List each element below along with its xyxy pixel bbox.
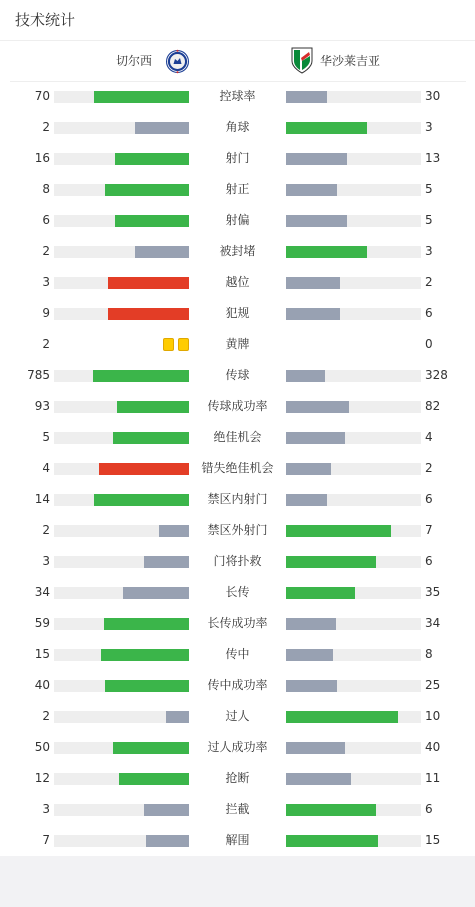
away-stat-bar xyxy=(286,401,421,413)
stat-label: 禁区内射门 xyxy=(207,492,268,506)
away-stat-bar-fill xyxy=(286,742,345,754)
home-stat-bar-fill xyxy=(113,432,189,444)
away-stat-bar xyxy=(286,680,421,692)
stat-row xyxy=(0,484,475,515)
chelsea-crest-icon xyxy=(165,49,190,74)
home-stat-bar xyxy=(54,742,189,754)
stat-row xyxy=(0,608,475,639)
stat-row xyxy=(0,143,475,174)
away-stat-bar xyxy=(286,184,421,196)
away-stat-bar-fill xyxy=(286,91,327,103)
home-stat-bar xyxy=(54,215,189,227)
away-stat-bar-fill xyxy=(286,618,336,630)
home-stat-value: 2 xyxy=(42,244,50,258)
away-stat-bar xyxy=(286,804,421,816)
away-stat-value: 10 xyxy=(425,709,441,723)
away-stat-value: 6 xyxy=(425,802,433,816)
stat-label: 传中成功率 xyxy=(207,678,268,692)
stat-label: 解围 xyxy=(225,833,250,847)
away-stat-bar-fill xyxy=(286,835,378,847)
home-stat-bar xyxy=(54,680,189,692)
away-stat-bar xyxy=(286,711,421,723)
home-stat-bar xyxy=(54,91,189,103)
away-stat-bar-fill xyxy=(286,122,367,134)
away-stat-value: 6 xyxy=(425,492,433,506)
home-stat-value: 15 xyxy=(34,647,50,661)
stat-label: 长传成功率 xyxy=(207,616,268,630)
home-stat-bar-fill xyxy=(99,463,189,475)
stat-label: 禁区外射门 xyxy=(207,523,268,537)
home-stat-bar xyxy=(54,122,189,134)
home-yellow-cards xyxy=(163,338,190,351)
away-stat-bar xyxy=(286,556,421,568)
away-stat-bar-fill xyxy=(286,401,349,413)
home-stat-bar-fill xyxy=(93,370,189,382)
away-stat-bar-fill xyxy=(286,556,376,568)
home-stat-bar xyxy=(54,308,189,320)
home-stat-bar-fill xyxy=(144,804,189,816)
home-stat-bar xyxy=(54,153,189,165)
home-stat-value: 16 xyxy=(34,151,50,165)
away-stat-value: 6 xyxy=(425,306,433,320)
home-stat-bar xyxy=(54,494,189,506)
away-stat-value: 13 xyxy=(425,151,441,165)
stat-label: 射偏 xyxy=(225,213,250,227)
away-stat-value: 3 xyxy=(425,120,433,134)
stat-row xyxy=(0,422,475,453)
home-stat-bar-fill xyxy=(115,215,189,227)
stat-row xyxy=(0,360,475,391)
home-stat-bar-fill xyxy=(115,153,189,165)
stat-label: 抢断 xyxy=(225,771,250,785)
stat-label: 传中 xyxy=(225,647,250,661)
home-stat-bar-fill xyxy=(104,618,189,630)
home-stat-value: 40 xyxy=(34,678,50,692)
away-stat-bar xyxy=(286,773,421,785)
home-stat-value: 34 xyxy=(34,585,50,599)
home-stat-bar-fill xyxy=(94,494,189,506)
stat-row xyxy=(0,732,475,763)
home-team-name: 切尔西 xyxy=(115,54,152,68)
home-stat-bar-fill xyxy=(146,835,189,847)
away-stat-value: 328 xyxy=(425,368,448,382)
away-stat-bar xyxy=(286,835,421,847)
home-stat-bar xyxy=(54,556,189,568)
team-header xyxy=(10,41,466,82)
home-stat-value: 3 xyxy=(42,554,50,568)
away-stat-bar-fill xyxy=(286,494,327,506)
home-stat-bar-fill xyxy=(108,277,189,289)
stat-row xyxy=(0,825,475,856)
stat-label: 门将扑救 xyxy=(213,554,262,568)
away-stat-bar-fill xyxy=(286,463,331,475)
home-stat-bar-fill xyxy=(144,556,189,568)
away-stat-bar-fill xyxy=(286,649,333,661)
home-stat-bar-fill xyxy=(105,184,189,196)
home-stat-bar xyxy=(54,401,189,413)
page-title: 技术统计 xyxy=(15,11,76,29)
away-stat-bar xyxy=(286,432,421,444)
home-stat-value: 70 xyxy=(34,89,50,103)
legia-warsaw-crest-icon xyxy=(291,47,313,74)
home-stat-value: 14 xyxy=(34,492,50,506)
home-stat-value: 3 xyxy=(42,275,50,289)
home-stat-bar-fill xyxy=(135,246,189,258)
home-stat-bar-fill xyxy=(113,742,189,754)
home-stat-bar-fill xyxy=(108,308,189,320)
home-stat-value: 9 xyxy=(42,306,50,320)
away-stat-bar-fill xyxy=(286,525,391,537)
stat-label: 控球率 xyxy=(219,89,256,103)
stat-label: 传球 xyxy=(225,368,250,382)
home-stat-bar-fill xyxy=(166,711,189,723)
away-stat-bar xyxy=(286,91,421,103)
home-stat-bar xyxy=(54,432,189,444)
home-stat-bar xyxy=(54,277,189,289)
yellow-card-icon xyxy=(163,338,174,351)
away-stat-value: 5 xyxy=(425,213,433,227)
away-stat-bar xyxy=(286,742,421,754)
away-stat-bar xyxy=(286,494,421,506)
home-stat-value: 5 xyxy=(42,430,50,444)
away-stat-bar-fill xyxy=(286,308,340,320)
home-stat-bar xyxy=(54,649,189,661)
away-stat-bar xyxy=(286,525,421,537)
away-stat-value: 11 xyxy=(425,771,441,785)
home-stat-value: 4 xyxy=(42,461,50,475)
home-stat-bar xyxy=(54,525,189,537)
home-stat-bar xyxy=(54,587,189,599)
away-stat-bar-fill xyxy=(286,711,398,723)
away-stat-bar xyxy=(286,153,421,165)
stat-label: 射门 xyxy=(225,151,250,165)
away-stat-value: 15 xyxy=(425,833,441,847)
home-stat-bar xyxy=(54,246,189,258)
away-stat-value: 0 xyxy=(425,337,433,351)
stat-row xyxy=(0,236,475,267)
away-stat-bar xyxy=(286,246,421,258)
away-stat-value: 40 xyxy=(425,740,441,754)
stat-row xyxy=(0,267,475,298)
home-stat-bar-fill xyxy=(94,91,189,103)
home-stat-bar-fill xyxy=(123,587,189,599)
home-stat-bar-fill xyxy=(117,401,189,413)
away-stat-bar xyxy=(286,618,421,630)
away-stat-bar-fill xyxy=(286,587,355,599)
away-stat-bar xyxy=(286,587,421,599)
home-stat-bar xyxy=(54,711,189,723)
away-stat-bar-fill xyxy=(286,773,351,785)
stat-row xyxy=(0,174,475,205)
away-stat-bar xyxy=(286,649,421,661)
stat-label: 越位 xyxy=(225,275,250,289)
home-stat-value: 6 xyxy=(42,213,50,227)
home-stat-bar xyxy=(54,804,189,816)
home-stat-bar-fill xyxy=(135,122,189,134)
home-stat-value: 12 xyxy=(34,771,50,785)
home-stat-value: 2 xyxy=(42,120,50,134)
away-stat-value: 4 xyxy=(425,430,433,444)
stat-row xyxy=(0,701,475,732)
away-stat-value: 34 xyxy=(425,616,441,630)
away-stat-value: 30 xyxy=(425,89,441,103)
stat-label: 传球成功率 xyxy=(207,399,268,413)
away-stat-bar xyxy=(286,370,421,382)
home-stat-bar xyxy=(54,184,189,196)
home-stat-bar xyxy=(54,773,189,785)
away-stat-bar-fill xyxy=(286,246,367,258)
away-stat-value: 3 xyxy=(425,244,433,258)
away-stat-bar-fill xyxy=(286,184,337,196)
stat-row xyxy=(0,794,475,825)
home-stat-value: 50 xyxy=(34,740,50,754)
away-stat-value: 35 xyxy=(425,585,441,599)
away-stat-value: 8 xyxy=(425,647,433,661)
home-stat-bar xyxy=(54,618,189,630)
stat-row xyxy=(0,391,475,422)
away-stat-bar xyxy=(286,463,421,475)
home-stat-bar-fill xyxy=(101,649,189,661)
stat-label: 角球 xyxy=(225,120,250,134)
stat-label: 绝佳机会 xyxy=(213,430,262,444)
home-stat-bar-fill xyxy=(119,773,189,785)
stat-label: 过人成功率 xyxy=(207,740,268,754)
stat-row xyxy=(0,298,475,329)
away-stat-bar-fill xyxy=(286,432,345,444)
stat-label: 过人 xyxy=(225,709,250,723)
away-stat-value: 5 xyxy=(425,182,433,196)
stat-row xyxy=(0,81,475,112)
home-stat-value: 93 xyxy=(34,399,50,413)
away-stat-value: 25 xyxy=(425,678,441,692)
stat-row xyxy=(0,546,475,577)
stat-label: 拦截 xyxy=(225,802,250,816)
home-stat-bar xyxy=(54,370,189,382)
away-stat-value: 7 xyxy=(425,523,433,537)
stat-row xyxy=(0,577,475,608)
away-stat-bar-fill xyxy=(286,370,325,382)
stat-row xyxy=(0,670,475,701)
stat-row xyxy=(0,453,475,484)
away-stat-value: 2 xyxy=(425,461,433,475)
away-stat-bar-fill xyxy=(286,215,347,227)
stat-row xyxy=(0,205,475,236)
away-stat-bar xyxy=(286,122,421,134)
home-stat-bar-fill xyxy=(159,525,189,537)
away-stat-bar xyxy=(286,308,421,320)
home-stat-value: 8 xyxy=(42,182,50,196)
stat-row xyxy=(0,515,475,546)
home-stat-bar xyxy=(54,835,189,847)
home-stat-value: 2 xyxy=(42,337,50,351)
away-stat-value: 2 xyxy=(425,275,433,289)
home-stat-value: 7 xyxy=(42,833,50,847)
home-stat-value: 59 xyxy=(34,616,50,630)
home-stat-value: 785 xyxy=(27,368,50,382)
stat-row xyxy=(0,763,475,794)
stat-label: 黄牌 xyxy=(225,337,250,351)
home-stat-bar xyxy=(54,463,189,475)
stat-row xyxy=(0,639,475,670)
away-stat-bar-fill xyxy=(286,153,347,165)
away-stat-bar xyxy=(286,215,421,227)
away-stat-bar-fill xyxy=(286,277,340,289)
stat-label: 错失绝佳机会 xyxy=(201,461,274,475)
away-stat-value: 6 xyxy=(425,554,433,568)
away-stat-bar-fill xyxy=(286,680,337,692)
away-team-name: 华沙莱吉亚 xyxy=(320,54,381,68)
stat-label: 被封堵 xyxy=(219,244,256,258)
stat-label: 长传 xyxy=(225,585,250,599)
away-stat-bar xyxy=(286,277,421,289)
away-stat-bar-fill xyxy=(286,804,376,816)
stat-label: 射正 xyxy=(225,182,250,196)
stat-row xyxy=(0,329,475,360)
home-stat-value: 3 xyxy=(42,802,50,816)
stat-label: 犯规 xyxy=(225,306,250,320)
away-stat-value: 82 xyxy=(425,399,441,413)
yellow-card-icon xyxy=(178,338,189,351)
home-stat-bar-fill xyxy=(105,680,189,692)
home-stat-value: 2 xyxy=(42,709,50,723)
stat-row xyxy=(0,112,475,143)
home-stat-value: 2 xyxy=(42,523,50,537)
